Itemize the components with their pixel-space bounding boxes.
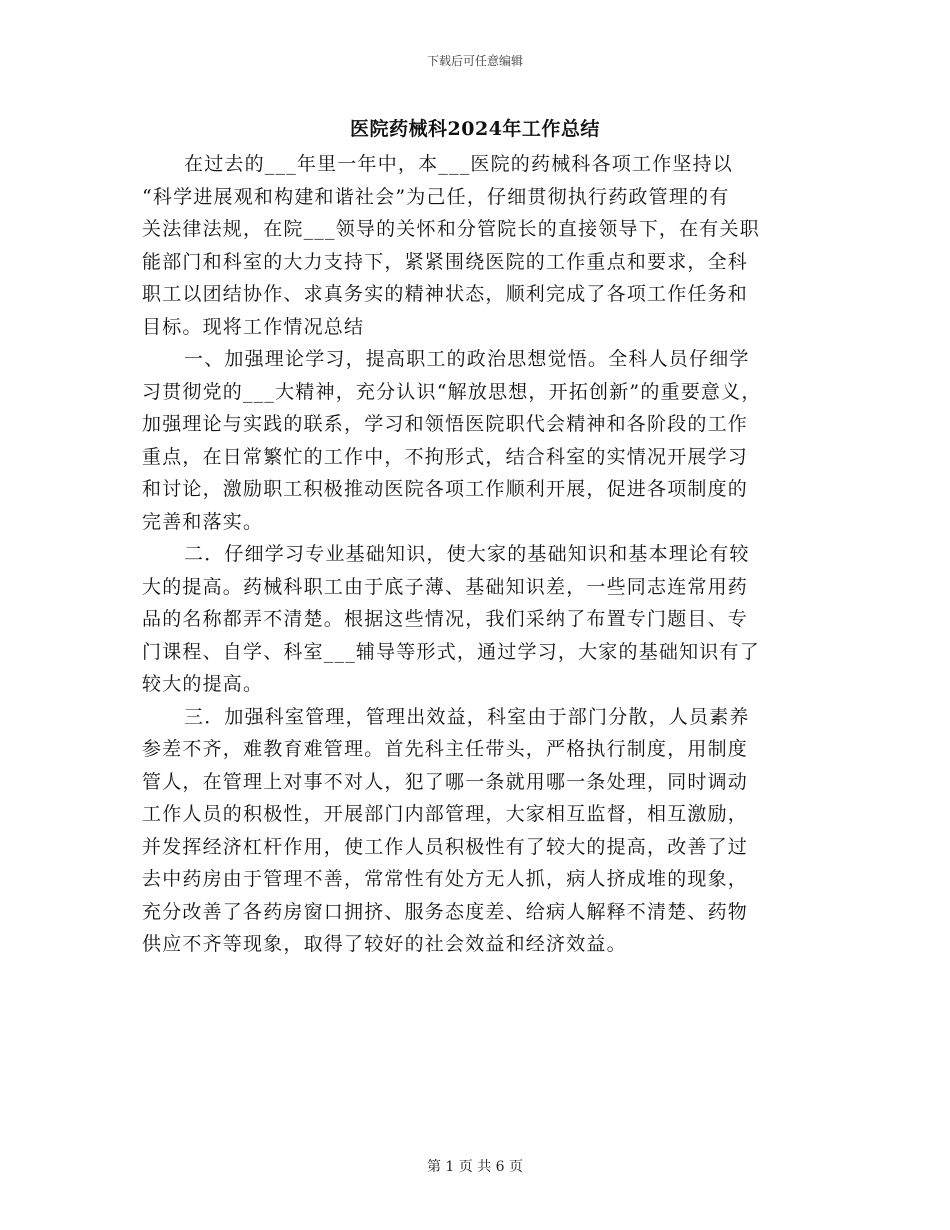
paragraph-line: 供应不齐等现象，取得了较好的社会效益和经济效益。 [142, 933, 627, 955]
paragraph-line: 参差不齐，难教育难管理。首先科主任带头，严格执行制度，用制度 [142, 738, 749, 760]
paragraph-line: 品的名称都弄不清楚。根据这些情况，我们采纳了布置专门题目、专 [142, 608, 749, 630]
document-body [142, 148, 822, 961]
page-header-note: 下载后可任意编辑 [426, 54, 523, 68]
paragraph-line: 重点，在日常繁忙的工作中，不拘形式，结合科室的实情况开展学习 [142, 445, 749, 468]
paragraph-line: 较大的提高。 [142, 673, 264, 695]
paragraph-line: 三．加强科室管理，管理出效益，科室由于部门分散，人员素养 [184, 705, 750, 728]
paragraph-line: 一、加强理论学习，提高职工的政治思想觉悟。全科人员仔细学 [184, 348, 750, 370]
document-title: 医院药械科2024年工作总结 [350, 118, 600, 140]
paragraph-line: 二．仔细学习专业基础知识，使大家的基础知识和基本理论有较 [184, 543, 750, 565]
paragraph-line: “科学进展观和构建和谐社会”为己任，仔细贯彻执行药政管理的有 [142, 185, 730, 208]
paragraph-line: 去中药房由于管理不善，常常性有处方无人抓，病人挤成堆的现象， [142, 868, 749, 890]
paragraph-line: 充分改善了各药房窗口拥挤、服务态度差、给病人解释不清楚、药物 [142, 900, 749, 923]
paragraph-line: 和讨论，激励职工积极推动医院各项工作顺利开展，促进各项制度的 [142, 478, 749, 500]
paragraph-line: 完善和落实。 [142, 510, 264, 533]
paragraph-line: 工作人员的积极性，开展部门内部管理，大家相互监督，相互激励， [142, 803, 749, 825]
paragraph-line: 能部门和科室的大力支持下，紧紧围绕医院的工作重点和要求，全科 [142, 250, 749, 273]
paragraph-line: 门课程、自学、科室___辅导等形式，通过学习，大家的基础知识有了 [142, 640, 760, 663]
paragraph-line: 大的提高。药械科职工由于底子薄、基础知识差，一些同志连常用药 [142, 575, 749, 598]
paragraph-line: 目标。现将工作情况总结 [142, 315, 365, 338]
page-number: 第 1 页 共 6 页 [426, 1159, 524, 1175]
paragraph-line: 管人，在管理上对事不对人，犯了哪一条就用哪一条处理，同时调动 [142, 770, 749, 793]
paragraph-line: 习贯彻党的___大精神，充分认识“解放思想，开拓创新”的重要意义， [142, 380, 762, 403]
paragraph-line: 加强理论与实践的联系，学习和领悟医院职代会精神和各阶段的工作 [142, 413, 749, 435]
paragraph-line: 并发挥经济杠杆作用，使工作人员积极性有了较大的提高，改善了过 [142, 835, 749, 858]
paragraph-line: 在过去的___年里一年中，本___医院的药械科各项工作坚持以 [184, 153, 734, 175]
paragraph-line: 关法律法规，在院___领导的关怀和分管院长的直接领导下，在有关职 [142, 218, 760, 240]
paragraph-line: 职工以团结协作、求真务实的精神状态，顺利完成了各项工作任务和 [142, 283, 749, 305]
